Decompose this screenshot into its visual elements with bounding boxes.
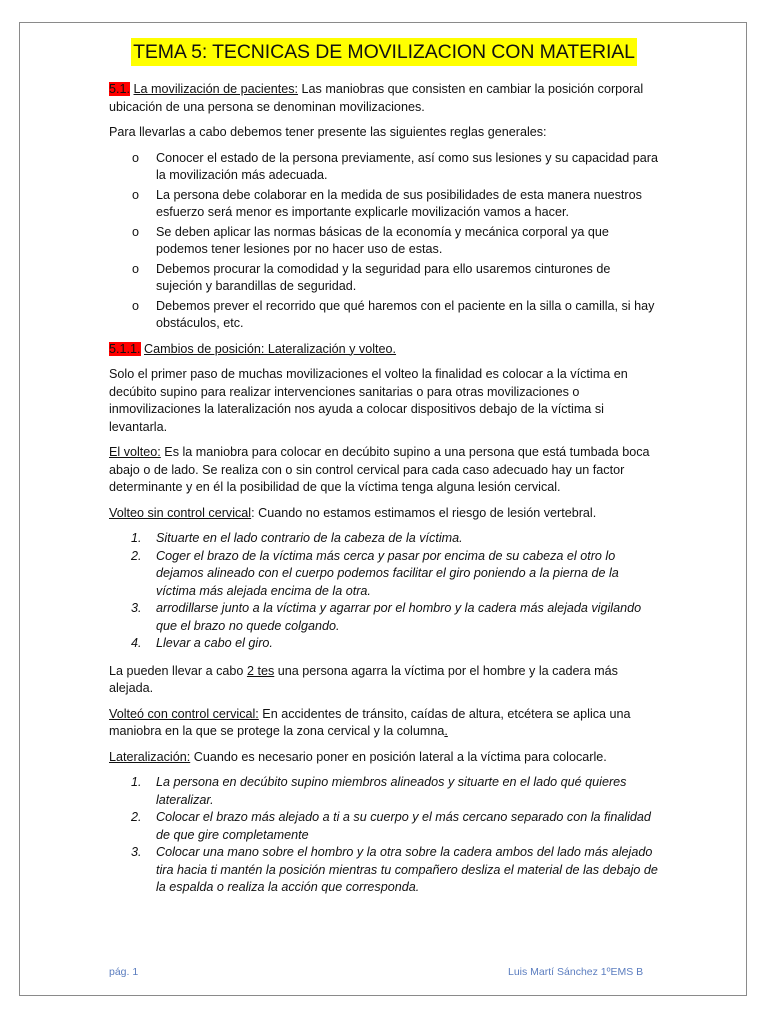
two-pre: La pueden llevar a cabo bbox=[109, 663, 247, 678]
list-item-text: Debemos prever el recorrido que qué haremos con el paciente en la silla o camilla, si hay obstáculos, etc. bbox=[156, 298, 655, 330]
section-5-1-paragraph bbox=[109, 81, 659, 116]
rules-intro: Para llevarlas a cabo debemos tener presente las siguientes reglas generales: bbox=[109, 125, 547, 139]
volteo-text: Es la maniobra para colocar en decúbito supino a una persona que está tumbada boca abajo o de lado. Se realiza con o sin control cervical para cada caso adecuado hay un factor determinante y en él la posibilidad de que la víctima tenga alguna lesión cervical. bbox=[109, 445, 650, 494]
section-5-1-1-heading bbox=[109, 341, 659, 359]
document-body bbox=[109, 38, 659, 907]
step-text: Colocar el brazo más alejado a ti a su cuerpo y el más cercano separado con la finalidad de que gire completamente bbox=[156, 810, 651, 842]
two-highlight: 2 tes bbox=[246, 663, 275, 678]
section-heading: Cambios de posición: Lateralización y volteo. bbox=[144, 341, 397, 356]
volteo-steps-list bbox=[109, 530, 659, 653]
bullet-icon: o bbox=[132, 261, 140, 276]
sin-control-paragraph bbox=[109, 505, 659, 523]
list-item bbox=[109, 187, 659, 222]
step-text: Situarte en el lado contrario de la cabeza de la víctima. bbox=[156, 531, 463, 545]
step-text: Colocar una mano sobre el hombro y la otra sobre la cadera ambos del lado más alejado tira hacia ti mantén la posición mientras tu compañero desliza el material de las debajo de la espalda o realiza la acción que corresponda. bbox=[156, 845, 658, 894]
list-item bbox=[109, 530, 659, 548]
title-wrap bbox=[109, 38, 659, 66]
con-control-label: Volteó con control cervical: bbox=[109, 706, 259, 721]
step-text: Llevar a cabo el giro. bbox=[156, 636, 273, 650]
list-item-text: Conocer el estado de la persona previamente, así como sus lesiones y su capacidad para la movilización más adecuada. bbox=[156, 150, 658, 182]
list-item bbox=[109, 224, 659, 259]
con-control-paragraph bbox=[109, 706, 659, 741]
step-number: 1. bbox=[131, 531, 142, 545]
lateralizacion-paragraph bbox=[109, 749, 659, 767]
list-item bbox=[109, 635, 659, 653]
con-control-text: En accidentes de tránsito, caídas de altura, etcétera se aplica una maniobra en la que se protege la zona cervical y la columna bbox=[109, 706, 631, 738]
bullet-icon: o bbox=[132, 224, 140, 239]
list-item bbox=[109, 774, 659, 809]
step-text: Coger el brazo de la víctima más cerca y pasar por encima de su cabeza el otro lo dejamos alineado con el cuerpo podemos facilitar el giro poniendo a la pierna de la víctima más alejada encima de la otra. bbox=[156, 548, 619, 598]
step-text: La persona en decúbito supino miembros alineados y situarte en el lado qué quieres lateralizar. bbox=[156, 775, 627, 807]
page-number: pág. 1 bbox=[109, 966, 139, 978]
lateralizacion-text: Cuando es necesario poner en posición lateral a la víctima para colocarle. bbox=[190, 749, 607, 764]
list-item-text: Debemos procurar la comodidad y la seguridad para ello usaremos cinturones de sujeción y barandillas de seguridad. bbox=[156, 261, 611, 293]
list-item bbox=[109, 548, 659, 601]
rules-list bbox=[109, 150, 659, 333]
list-item bbox=[109, 150, 659, 185]
list-item-text: Se deben aplicar las normas básicas de la economía y mecánica corporal ya que podemos tener lesiones por no hacer uso de estas. bbox=[156, 224, 609, 256]
list-item bbox=[109, 298, 659, 333]
list-item bbox=[109, 261, 659, 296]
list-item bbox=[109, 809, 659, 844]
sin-control-text: : Cuando no estamos estimamos el riesgo de lesión vertebral. bbox=[251, 505, 597, 520]
bullet-icon: o bbox=[132, 150, 140, 165]
step-number: 4. bbox=[131, 636, 142, 650]
step-text: arrodillarse junto a la víctima y agarrar por el hombro y la cadera más alejada vigilando que el brazo no quede colgando. bbox=[156, 601, 642, 633]
sin-control-label: Volteo sin control cervical bbox=[109, 505, 252, 520]
section-number: 5.1.1. bbox=[109, 341, 141, 356]
list-item bbox=[109, 844, 659, 897]
section-text: Las maniobras que consisten en cambiar la posición corporal ubicación de una persona se denominan movilizaciones. bbox=[109, 82, 644, 114]
page-title: TEMA 5: TECNICAS DE MOVILIZACION CON MATERIAL bbox=[131, 38, 637, 66]
bullet-icon: o bbox=[132, 298, 140, 313]
volteo-paragraph bbox=[109, 444, 659, 497]
lateralizacion-steps-list bbox=[109, 774, 659, 897]
section-number: 5.1. bbox=[109, 82, 131, 96]
con-control-end: . bbox=[444, 724, 448, 738]
step-number: 2. bbox=[131, 810, 142, 824]
footer-author: Luis Martí Sánchez 1ºEMS B bbox=[508, 966, 644, 978]
step-number: 3. bbox=[131, 845, 142, 859]
lateralizacion-label: Lateralización: bbox=[109, 749, 191, 764]
bullet-icon: o bbox=[132, 187, 140, 202]
section-heading: La movilización de pacientes: bbox=[133, 82, 299, 96]
step-number: 1. bbox=[131, 775, 142, 789]
step-number: 2. bbox=[131, 548, 142, 563]
intro-paragraph: Solo el primer paso de muchas movilizaciones el volteo la finalidad es colocar a la víctima en decúbito supino para realizar intervenciones sanitarias o para otras movilizaciones o inmovilizaciones la lateralización nos ayuda a colocar dispositivos debajo de la víctima si levantarla. bbox=[109, 367, 628, 434]
list-item bbox=[109, 600, 659, 635]
volteo-label: El volteo: bbox=[109, 445, 161, 459]
step-number: 3. bbox=[131, 601, 142, 615]
two-people-paragraph bbox=[109, 663, 659, 698]
two-post: una persona agarra la víctima por el hombre y la cadera más alejada. bbox=[109, 663, 618, 695]
list-item-text: La persona debe colaborar en la medida de sus posibilidades de esta manera nuestros esfuerzo será menor es importante explicarle movilización vamos a hacer. bbox=[156, 187, 642, 219]
